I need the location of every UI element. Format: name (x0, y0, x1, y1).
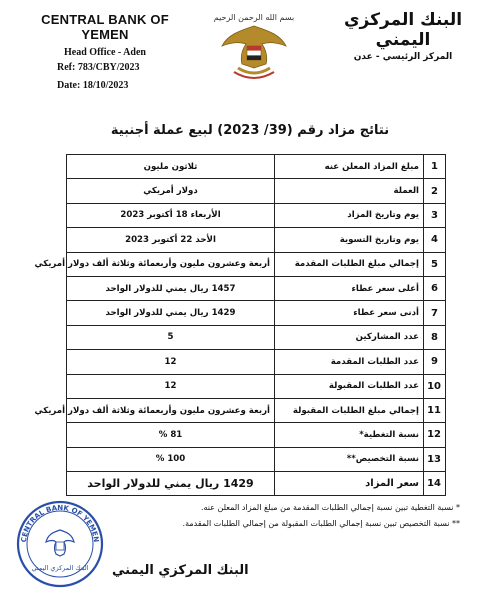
row-label: أدنى سعر عطاء (275, 301, 424, 325)
table-row (67, 447, 446, 471)
bank-name-ar: البنك المركزي اليمني (343, 10, 463, 50)
row-value: دولار أمريكي (67, 179, 275, 203)
yemen-emblem-icon (214, 8, 294, 88)
office-name-en: Head Office - Aden (64, 47, 146, 58)
table-row (67, 179, 446, 203)
table-row (67, 155, 446, 179)
table-row (67, 398, 446, 422)
row-label: إجمالي مبلغ الطلبات المقدمة (275, 252, 424, 276)
row-label: عدد المشاركين (275, 325, 424, 349)
row-number: 14 (424, 472, 446, 496)
row-value: الأحد 22 أكتوبر 2023 (67, 228, 275, 252)
row-value: أربعة وعشرون مليون وأربعمائة وثلاثة ألف دولار أمريكي (67, 252, 275, 276)
row-label: مبلغ المزاد المعلن عنه (275, 155, 424, 179)
auction-results-table (34, 154, 446, 496)
row-number: 5 (424, 252, 446, 276)
bank-name-en: CENTRAL BANK OF YEMEN (41, 12, 169, 42)
row-label: نسبة التغطية* (275, 423, 424, 447)
row-label: يوم وتاريخ التسوية (275, 228, 424, 252)
row-value: 100 % (67, 447, 275, 471)
stamp-text: CENTRAL BANK OF YEMEN (19, 503, 101, 543)
table-row (67, 350, 446, 374)
table-row (67, 374, 446, 398)
row-value: 1457 ريال يمني للدولار الواحد (67, 276, 275, 300)
row-number: 4 (424, 228, 446, 252)
footnote-allocation: ** نسبة التخصيص تبين نسبة إجمالي الطلبات المقبولة من إجمالي الطلبات المقدمة. (182, 519, 460, 528)
table-row (67, 203, 446, 227)
table-row (67, 325, 446, 349)
reference-number: Ref: 783/CBY/2023 (57, 62, 140, 73)
table-row (67, 472, 446, 496)
row-number: 2 (424, 179, 446, 203)
row-value: 1429 ريال يمني للدولار الواحد (67, 301, 275, 325)
document-date: Date: 18/10/2023 (57, 80, 129, 91)
row-number: 13 (424, 447, 446, 471)
document-title: نتائج مزاد رقم (39/ 2023) لبيع عملة أجنبية (110, 123, 390, 138)
basmala-text: بسم الله الرحمن الرحيم (213, 13, 295, 22)
row-label: أعلى سعر عطاء (275, 276, 424, 300)
row-label: عدد الطلبات المقبولة (275, 374, 424, 398)
stamp-arabic-text: البنك المركزي اليمني (31, 564, 89, 572)
row-number: 12 (424, 423, 446, 447)
row-label: العملة (275, 179, 424, 203)
row-value: 1429 ريال يمني للدولار الواحد (67, 472, 275, 496)
row-label: يوم وتاريخ المزاد (275, 203, 424, 227)
row-number: 7 (424, 301, 446, 325)
table-row (67, 252, 446, 276)
row-value: أربعة وعشرون مليون وأربعمائة وثلاثة ألف دولار أمريكي (67, 398, 275, 422)
row-number: 6 (424, 276, 446, 300)
row-label: سعر المزاد (275, 472, 424, 496)
row-label: نسبة التخصيص** (275, 447, 424, 471)
row-value: 5 (67, 325, 275, 349)
row-value: 12 (67, 374, 275, 398)
row-number: 3 (424, 203, 446, 227)
row-number: 10 (424, 374, 446, 398)
row-value: 81 % (67, 423, 275, 447)
table-row (67, 301, 446, 325)
row-value: 12 (67, 350, 275, 374)
row-value: الأربعاء 18 أكتوبر 2023 (67, 203, 275, 227)
table-row (67, 276, 446, 300)
official-stamp-icon (14, 498, 106, 590)
row-number: 11 (424, 398, 446, 422)
header-english (30, 12, 180, 58)
svg-text:CENTRAL BANK OF YEMEN (20, 504, 100, 543)
row-label: عدد الطلبات المقدمة (275, 350, 424, 374)
row-number: 8 (424, 325, 446, 349)
office-name-ar: المركز الرئيسي - عدن (353, 52, 453, 62)
signature-bank-name: البنك المركزي اليمني (112, 563, 249, 578)
table-row (67, 228, 446, 252)
row-label: إجمالي مبلغ الطلبات المقبولة (275, 398, 424, 422)
header-arabic (328, 10, 478, 62)
footnote-coverage: * نسبة التغطية تبين نسبة إجمالي الطلبات المقدمة من مبلغ المزاد المعلن عنه. (200, 503, 460, 512)
table-row (67, 423, 446, 447)
row-number: 1 (424, 155, 446, 179)
row-value: ثلاثون مليون (67, 155, 275, 179)
row-number: 9 (424, 350, 446, 374)
